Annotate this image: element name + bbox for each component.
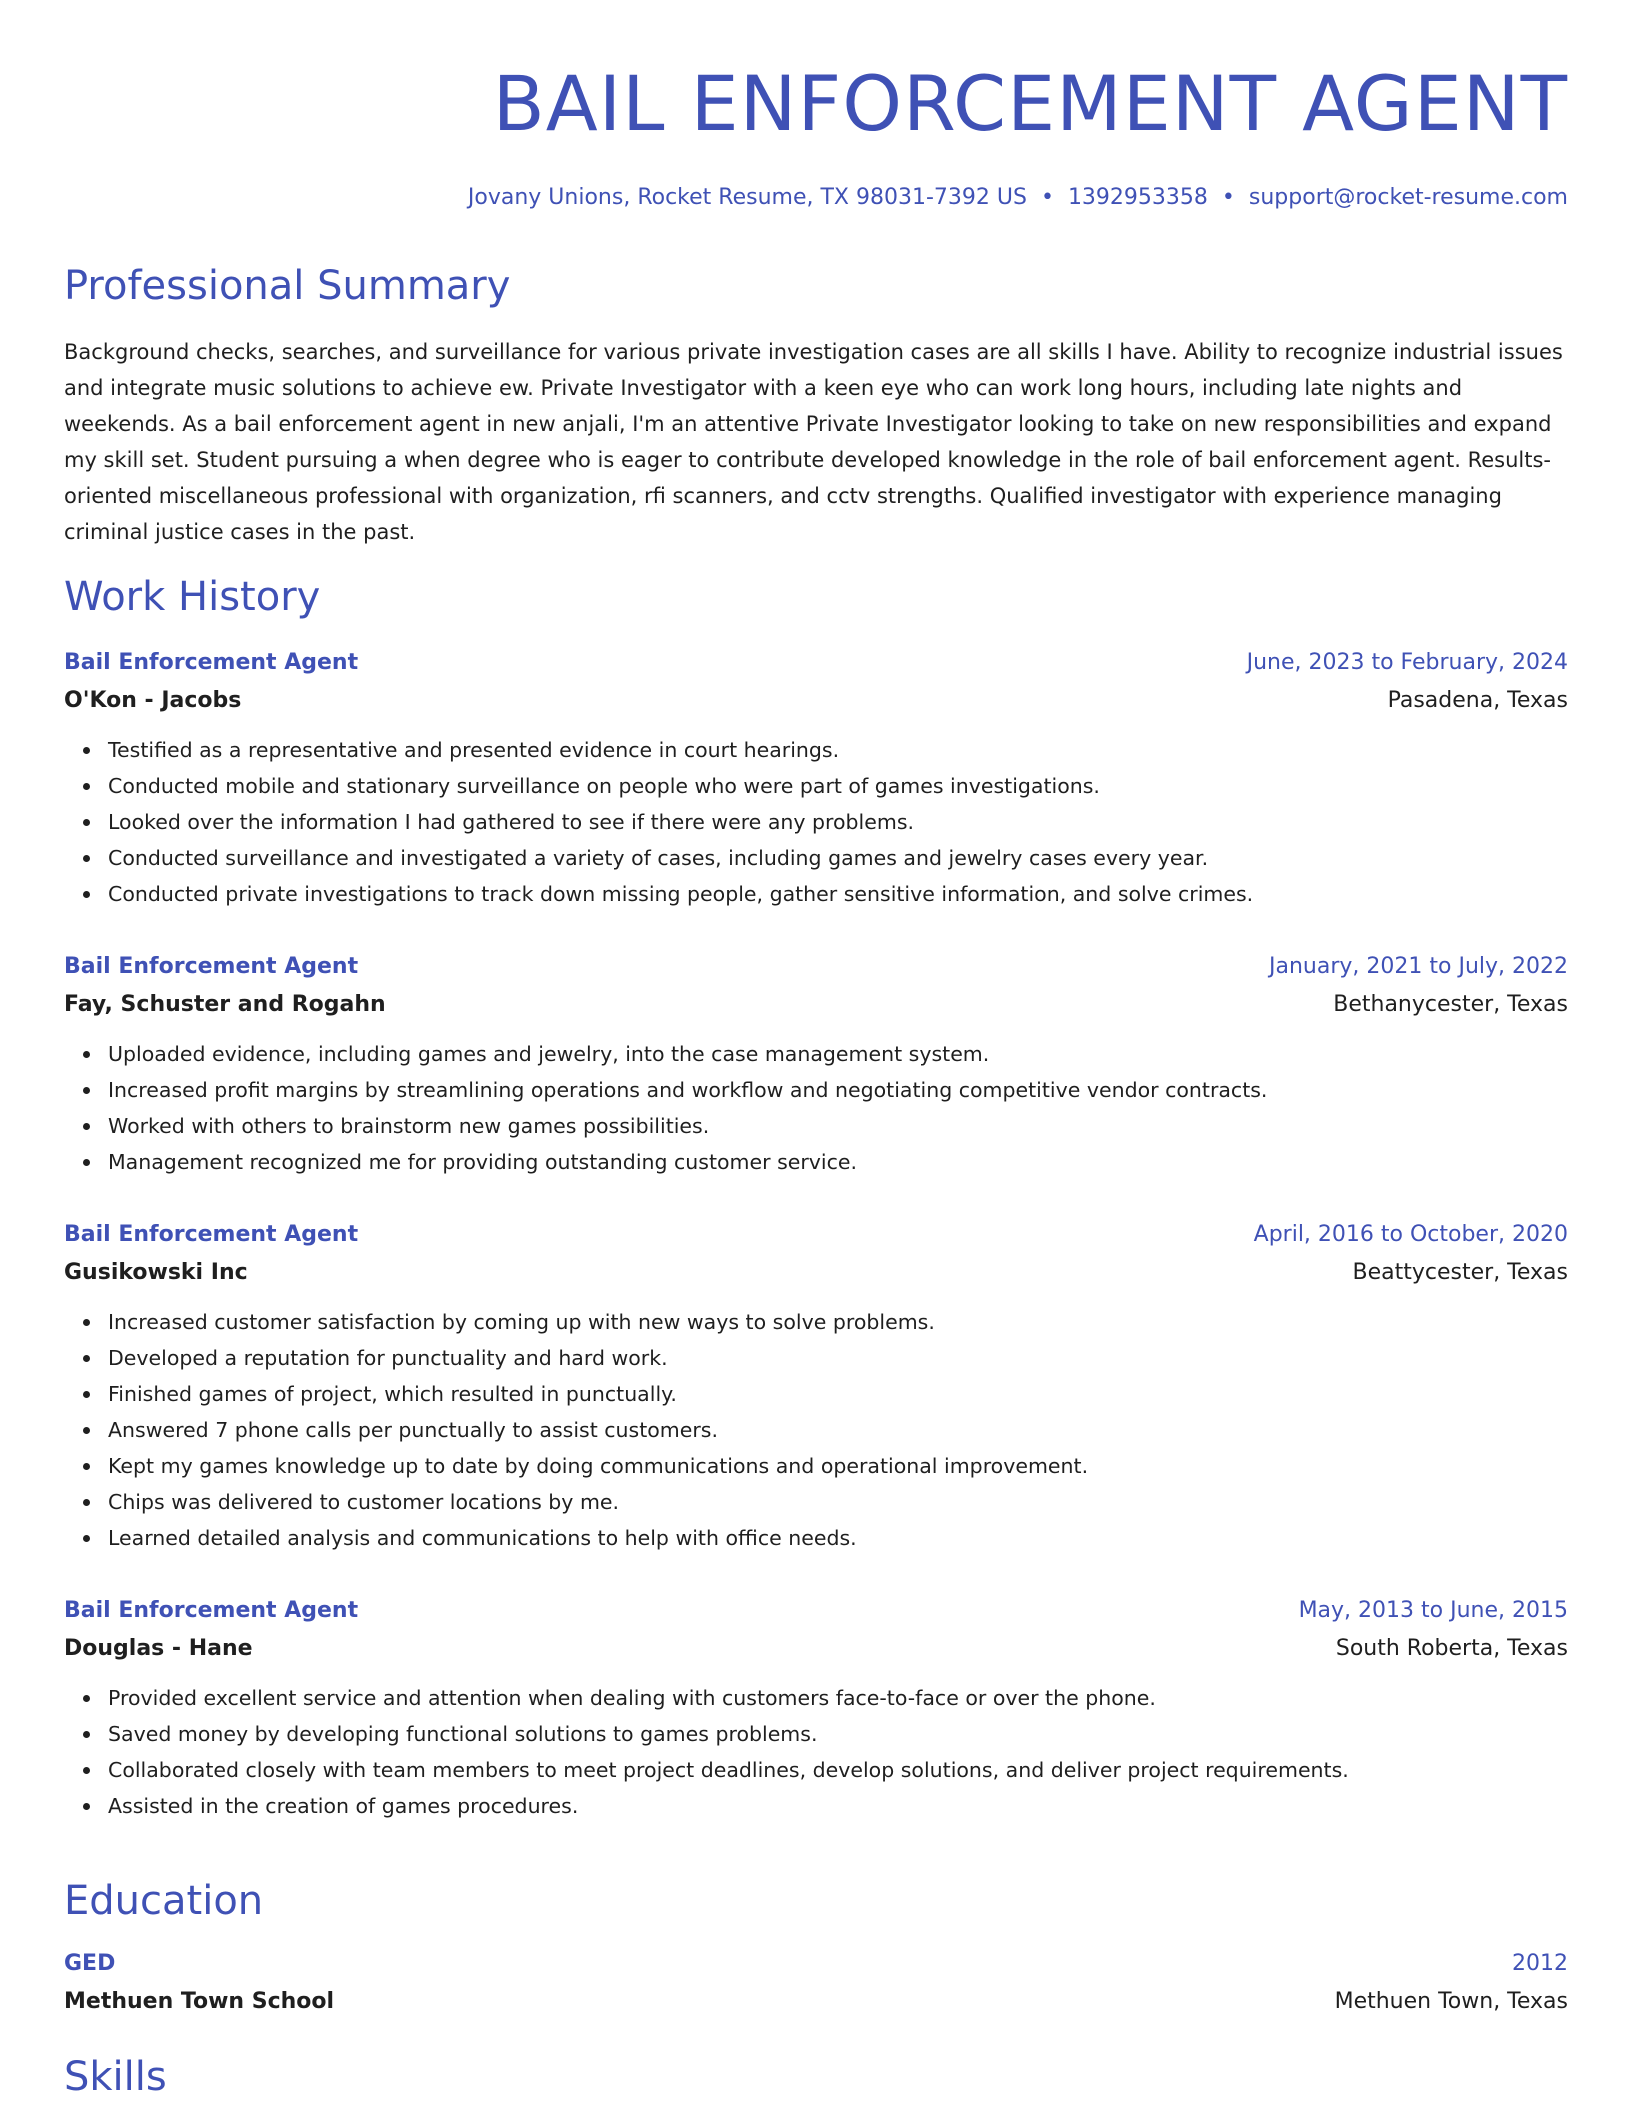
job-company-row xyxy=(64,1254,1568,1292)
bullet-item: Collaborated closely with team members to meet project deadlines, develop solutions, and deliver project requirements. xyxy=(108,1752,1568,1788)
job-location: Beattycester, Texas xyxy=(1352,1260,1568,1285)
section-title-summary: Professional Summary xyxy=(64,263,511,309)
education-entry xyxy=(64,1945,1568,2021)
summary-text: Background checks, searches, and surveillance for various private investigation cases are all skills I have. Ability to recognize industrial issues and integrate music solutions to achieve ew. Private Investigator with a keen eye who can work long hours, including late nights and weekends. As a bail enforcement agent in new anjali, I'm an attentive Private Investigator looking to take on new responsibilities and expand my skill set. Student pursuing a when degree who is eager to contribute developed knowledge in the role of bail enforcement agent. Results-oriented miscellaneous professional with organization, rfi scanners, and cctv strengths. Qualified investigator with experience managing criminal justice cases in the past. xyxy=(64,340,1563,544)
contact-phone: 1392953358 xyxy=(1067,185,1208,210)
education-header-row xyxy=(64,1945,1568,1983)
job-header-row xyxy=(64,644,1568,682)
contact-address: Jovany Unions, Rocket Resume, TX 98031-7392 US xyxy=(467,185,1027,210)
section-title-education: Education xyxy=(64,1878,264,1924)
job-role: Bail Enforcement Agent xyxy=(64,1598,359,1623)
job-company-row xyxy=(64,986,1568,1024)
bullet-item: Answered 7 phone calls per punctually to assist customers. xyxy=(108,1412,1568,1448)
job-company: Gusikowski Inc xyxy=(64,1260,248,1285)
bullet-item: Provided excellent service and attention when dealing with customers face-to-face or over the phone. xyxy=(108,1680,1568,1716)
bullet-item: Conducted mobile and stationary surveillance on people who were part of games investigations. xyxy=(108,768,1568,804)
bullet-item: Kept my games knowledge up to date by doing communications and operational improvement. xyxy=(108,1448,1568,1484)
job-entry xyxy=(64,644,1568,912)
job-role: Bail Enforcement Agent xyxy=(64,954,359,979)
job-company: Douglas - Hane xyxy=(64,1636,253,1661)
job-bullets xyxy=(64,1680,1568,1824)
job-location: Bethanycester, Texas xyxy=(1333,992,1568,1017)
contact-separator: • xyxy=(1221,185,1235,210)
education-degree: GED xyxy=(64,1951,116,1976)
job-header-row xyxy=(64,1592,1568,1630)
job-dates: May, 2013 to June, 2015 xyxy=(1298,1598,1568,1623)
bullet-item: Looked over the information I had gathered to see if there were any problems. xyxy=(108,804,1568,840)
job-location: Pasadena, Texas xyxy=(1387,688,1568,713)
contact-line xyxy=(468,178,1568,218)
bullet-item: Developed a reputation for punctuality and hard work. xyxy=(108,1340,1568,1376)
job-company: O'Kon - Jacobs xyxy=(64,688,242,713)
education-school-row xyxy=(64,1983,1568,2021)
bullet-item: Assisted in the creation of games procedures. xyxy=(108,1788,1568,1824)
section-title-skills: Skills xyxy=(64,2054,167,2100)
bullet-item: Increased profit margins by streamlining operations and workflow and negotiating competitive vendor contracts. xyxy=(108,1072,1568,1108)
job-bullets xyxy=(64,1304,1568,1556)
job-dates: June, 2023 to February, 2024 xyxy=(1246,650,1568,675)
contact-email: support@rocket-resume.com xyxy=(1248,185,1568,210)
bullet-item: Worked with others to brainstorm new games possibilities. xyxy=(108,1108,1568,1144)
bullet-item: Saved money by developing functional solutions to games problems. xyxy=(108,1716,1568,1752)
job-bullets xyxy=(64,1036,1568,1180)
job-header-row xyxy=(64,1216,1568,1254)
job-location: South Roberta, Texas xyxy=(1335,1636,1568,1661)
job-dates: January, 2021 to July, 2022 xyxy=(1269,954,1568,979)
bullet-item: Learned detailed analysis and communications to help with office needs. xyxy=(108,1520,1568,1556)
bullet-item: Increased customer satisfaction by coming up with new ways to solve problems. xyxy=(108,1304,1568,1340)
job-bullets xyxy=(64,732,1568,912)
job-role: Bail Enforcement Agent xyxy=(64,1222,359,1247)
job-company-row xyxy=(64,682,1568,720)
bullet-item: Finished games of project, which resulted in punctually. xyxy=(108,1376,1568,1412)
job-entry xyxy=(64,1592,1568,1824)
job-header-row xyxy=(64,948,1568,986)
job-company-row xyxy=(64,1630,1568,1668)
job-role: Bail Enforcement Agent xyxy=(64,650,359,675)
job-company: Fay, Schuster and Rogahn xyxy=(64,992,386,1017)
job-entry xyxy=(64,948,1568,1180)
education-year: 2012 xyxy=(1512,1951,1568,1976)
bullet-item: Chips was delivered to customer locations by me. xyxy=(108,1484,1568,1520)
bullet-item: Uploaded evidence, including games and jewelry, into the case management system. xyxy=(108,1036,1568,1072)
education-school: Methuen Town School xyxy=(64,1989,335,2014)
contact-separator: • xyxy=(1040,185,1054,210)
bullet-item: Testified as a representative and presented evidence in court hearings. xyxy=(108,732,1568,768)
bullet-item: Management recognized me for providing outstanding customer service. xyxy=(108,1144,1568,1180)
section-title-work-history: Work History xyxy=(64,574,321,620)
bullet-item: Conducted private investigations to track down missing people, gather sensitive information, and solve crimes. xyxy=(108,876,1568,912)
bullet-item: Conducted surveillance and investigated a variety of cases, including games and jewelry cases every year. xyxy=(108,840,1568,876)
job-entry xyxy=(64,1216,1568,1556)
education-location: Methuen Town, Texas xyxy=(1334,1989,1568,2014)
job-dates: April, 2016 to October, 2020 xyxy=(1253,1222,1568,1247)
resume-name: BAIL ENFORCEMENT AGENT xyxy=(492,59,1568,148)
